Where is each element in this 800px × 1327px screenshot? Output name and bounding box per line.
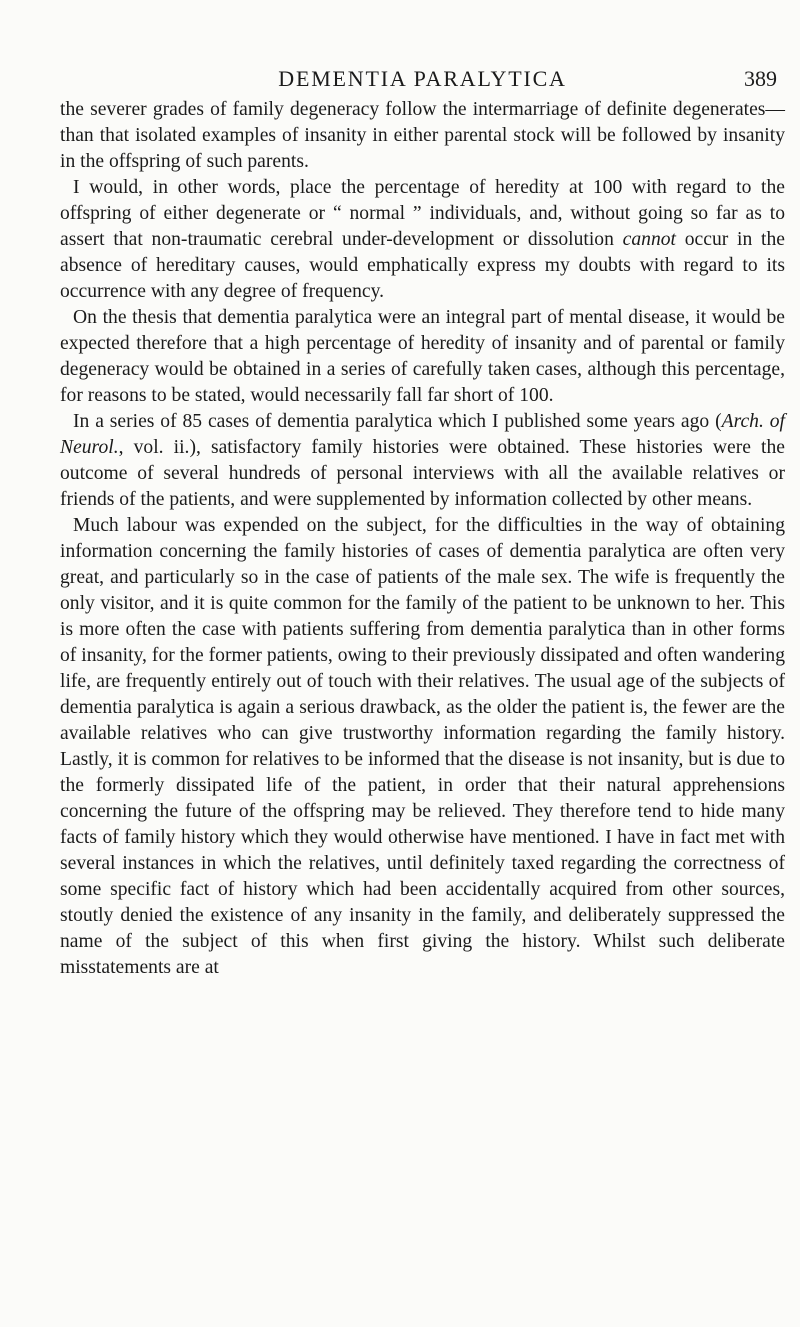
- paragraph-text: On the thesis that dementia paralytica were an integral part of mental disease, it would be expected therefore that a high percentage of heredity of insanity and of parental or family degeneracy would be obtained in a series of carefully taken cases, although this percentage, for reasons to be stated, would necessarily fall far short of 100.: [60, 307, 785, 406]
- paragraph-text: occur in the absence of hereditary causes, would emphatically express my doubts with regard to its occurrence with any degree of frequency.: [60, 229, 785, 302]
- paragraph-continued: [60, 97, 785, 175]
- paragraph-text: , vol. ii.), satisfactory family histories were obtained. These histories were the outcome of several hundreds of personal interviews with all the available relatives or friends of the patients, and were supplemented by information collected by other means.: [60, 437, 785, 510]
- paragraph-text: In a series of 85 cases of dementia paralytica which I published some years ago (: [73, 411, 722, 432]
- paragraph-heredity-percentage: [60, 175, 785, 305]
- paragraph-text: the severer grades of family degeneracy follow the intermarriage of definite degenerates—than that isolated examples of insanity in either parental stock will be followed by insanity in the offspring of such parents.: [60, 99, 785, 172]
- paragraph-text: I would, in other words, place the percentage of heredity at 100 with regard to the offspring of either degenerate or “ normal ” individuals, and, without going so far as to assert that non-traumatic cerebral under-development or dissolution: [60, 177, 785, 250]
- paragraph-text: Much labour was expended on the subject, for the difficulties in the way of obtaining information concerning the family histories of cases of dementia paralytica are often very great, and particularly so in the case of patients of the male sex. The wife is frequently the only visitor, and it is quite common for the family of the patient to be unknown to her. This is more often the case with patients suffering from dementia paralytica than in other forms of insanity, for the former patients, owing to their previously dissipated and often wandering life, are frequently entirely out of touch with their relatives. The usual age of the subjects of dementia paralytica is again a serious drawback, as the older the patient is, the fewer are the available relatives who can give trustworthy information regarding the family history. Lastly, it is common for relatives to be informed that the disease is not insanity, but is due to the formerly dissipated life of the patient, in order that their natural apprehensions concerning the future of the offspring may be relieved. They therefore tend to hide many facts of family history which they would otherwise have mentioned. I have in fact met with several instances in which the relatives, until definitely taxed regarding the correctness of some specific fact of history which had been accidentally acquired from other sources, stoutly denied the existence of any insanity in the family, and deliberately suppressed the name of the subject of this when first giving the history. Whilst such deliberate misstatements are at: [60, 515, 785, 978]
- page-number: 389: [744, 66, 777, 91]
- paragraph-difficulties: [60, 513, 785, 981]
- citation-journal-title: Arch. of Neurol.: [60, 411, 785, 458]
- running-header: [60, 64, 785, 94]
- body-text: [60, 97, 785, 981]
- paragraph-series-of-cases: [60, 409, 785, 513]
- emphasis-cannot: cannot: [622, 229, 676, 250]
- running-title: DEMENTIA PARALYTICA: [278, 66, 567, 91]
- paragraph-thesis: [60, 305, 785, 409]
